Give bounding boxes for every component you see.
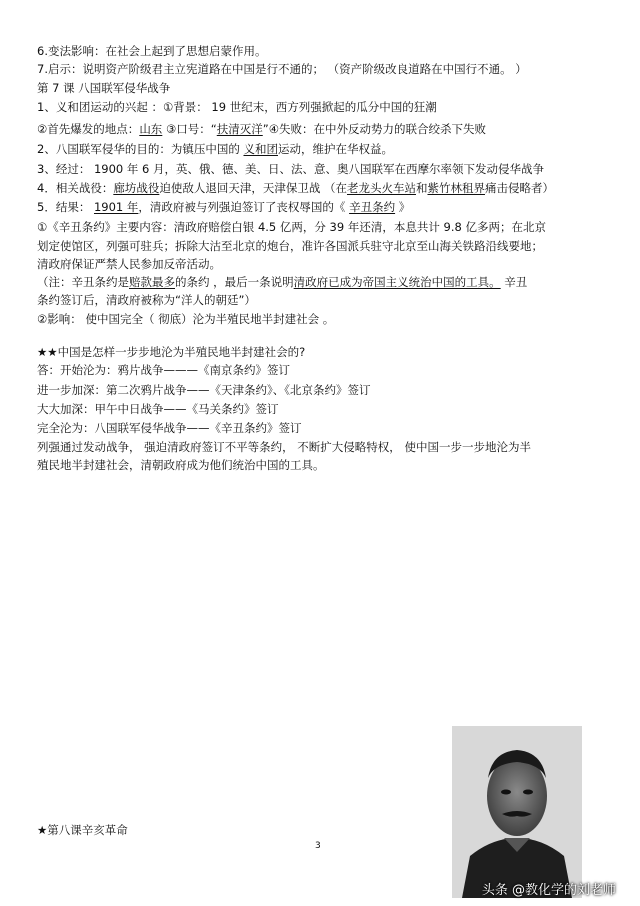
text: ”④失败：在中外反动势力的联合绞杀下失败 [262, 122, 487, 136]
line-note-2: 条约签订后，清政府被称为“洋人的朝廷”） [37, 293, 256, 307]
text: 痛击侵略者） [484, 181, 554, 195]
line-boxer-rise: 1、义和团运动的兴起 ：①背景： 19 世纪末，西方列强掀起的瓜分中国的狂潮 [37, 100, 437, 114]
question-heading: ★★中国是怎样一步步地沦为半殖民地半封建社会的? [37, 345, 306, 359]
line-treaty-content-2: 划定使馆区，列强可驻兵；拆除大沽至北京的炮台，准许各国派兵驻守北京至山海关铁路沿线要地； [37, 239, 543, 253]
answer-line-1: 答：开始沦为：鸦片战争———《南京条约》签订 [37, 363, 290, 377]
watermark: 头条 @教化学的刘老师 [481, 883, 616, 898]
answer-line-5: 列强通过发动战争， 强迫清政府签订不平等条约， 不断扩大侵略特权， 使中国一步一步地沦为半 [37, 440, 531, 454]
line-process: 3、经过： 1900 年 6 月，英、俄、德、美、日、法、意、奥八国联军在西摩尔率领下发动侵华战争 [37, 162, 545, 176]
answer-boxer: 义和团 [243, 142, 278, 156]
answer-shandong: 山东 [139, 122, 163, 136]
text: 的条约 ，最后一条说明 [175, 275, 294, 289]
line-boxer-location [37, 121, 486, 137]
answer-langfang: 廊坊战役 [113, 181, 160, 195]
answer-line-6: 殖民地半封建社会，清朝政府成为他们统治中国的工具。 [37, 458, 325, 472]
text: 迫使敌人退回天津，天津保卫战 （在 [159, 181, 347, 195]
portrait-illustration [452, 726, 582, 898]
line-invasion-purpose [37, 141, 393, 157]
text: 辛丑 [500, 275, 528, 289]
text: ②首先爆发的地点： [37, 122, 140, 136]
line-result [37, 199, 410, 215]
line-reform-impact: 6.变法影响：在社会上起到了思想启蒙作用。 [37, 44, 267, 58]
answer-laolongtou: 老龙头火车站 [346, 181, 416, 195]
text: 4．相关战役： [37, 181, 114, 195]
line-battles [37, 180, 554, 196]
line-enlightenment: 7.启示：说明资产阶级君主立宪道路在中国是行不通的； （资产阶级改良道路在中国行不通。 ） [37, 62, 527, 76]
line-treaty-content: ①《辛丑条约》主要内容：清政府赔偿白银 4.5 亿两，分 39 年还清，本息共计 9.8 亿多两；在北京 [37, 220, 546, 234]
text: （注：辛丑条约是 [37, 275, 129, 289]
answer-xinchou: 辛丑条约 [349, 200, 396, 214]
answer-most-indemnity: 赔款最多 [129, 275, 175, 289]
line-treaty-content-3: 清政府保证严禁人民参加反帝活动。 [37, 257, 221, 271]
lesson-8-title: ★第八课辛亥革命 [37, 823, 128, 837]
text: 》 [395, 200, 411, 214]
answer-tool: 清政府已成为帝国主义统治中国的工具。 [293, 275, 501, 289]
text: ，清政府被与列强迫签订了丧权辱国的《 [138, 200, 350, 214]
answer-1901: 1901 年 [93, 200, 139, 214]
answer-slogan: 扶清灭洋 [216, 122, 263, 136]
text: 和 [415, 181, 428, 195]
text: ③口号：“ [162, 122, 217, 136]
lesson-7-title: 第 7 课 八国联军侵华战争 [37, 81, 171, 95]
text: 2、八国联军侵华的目的：为镇压中国的 [37, 142, 244, 156]
answer-line-3: 大大加深：甲午中日战争——《马关条约》签订 [37, 402, 279, 416]
line-impact: ②影响： 使中国完全（ 彻底）沦为半殖民地半封建社会 。 [37, 312, 335, 326]
line-note [37, 274, 527, 290]
page-number: 3 [315, 841, 321, 851]
answer-line-2: 进一步加深：第二次鸦片战争——《天津条约》、《北京条约》签订 [37, 383, 371, 397]
answer-line-4: 完全沦为：八国联军侵华战争——《辛丑条约》签订 [37, 421, 302, 435]
answer-zizhulin: 紫竹林租界 [427, 181, 485, 195]
text: 5．结果： [37, 200, 94, 214]
portrait-photo [452, 726, 582, 898]
text: 运动，维护在华权益。 [277, 142, 393, 156]
